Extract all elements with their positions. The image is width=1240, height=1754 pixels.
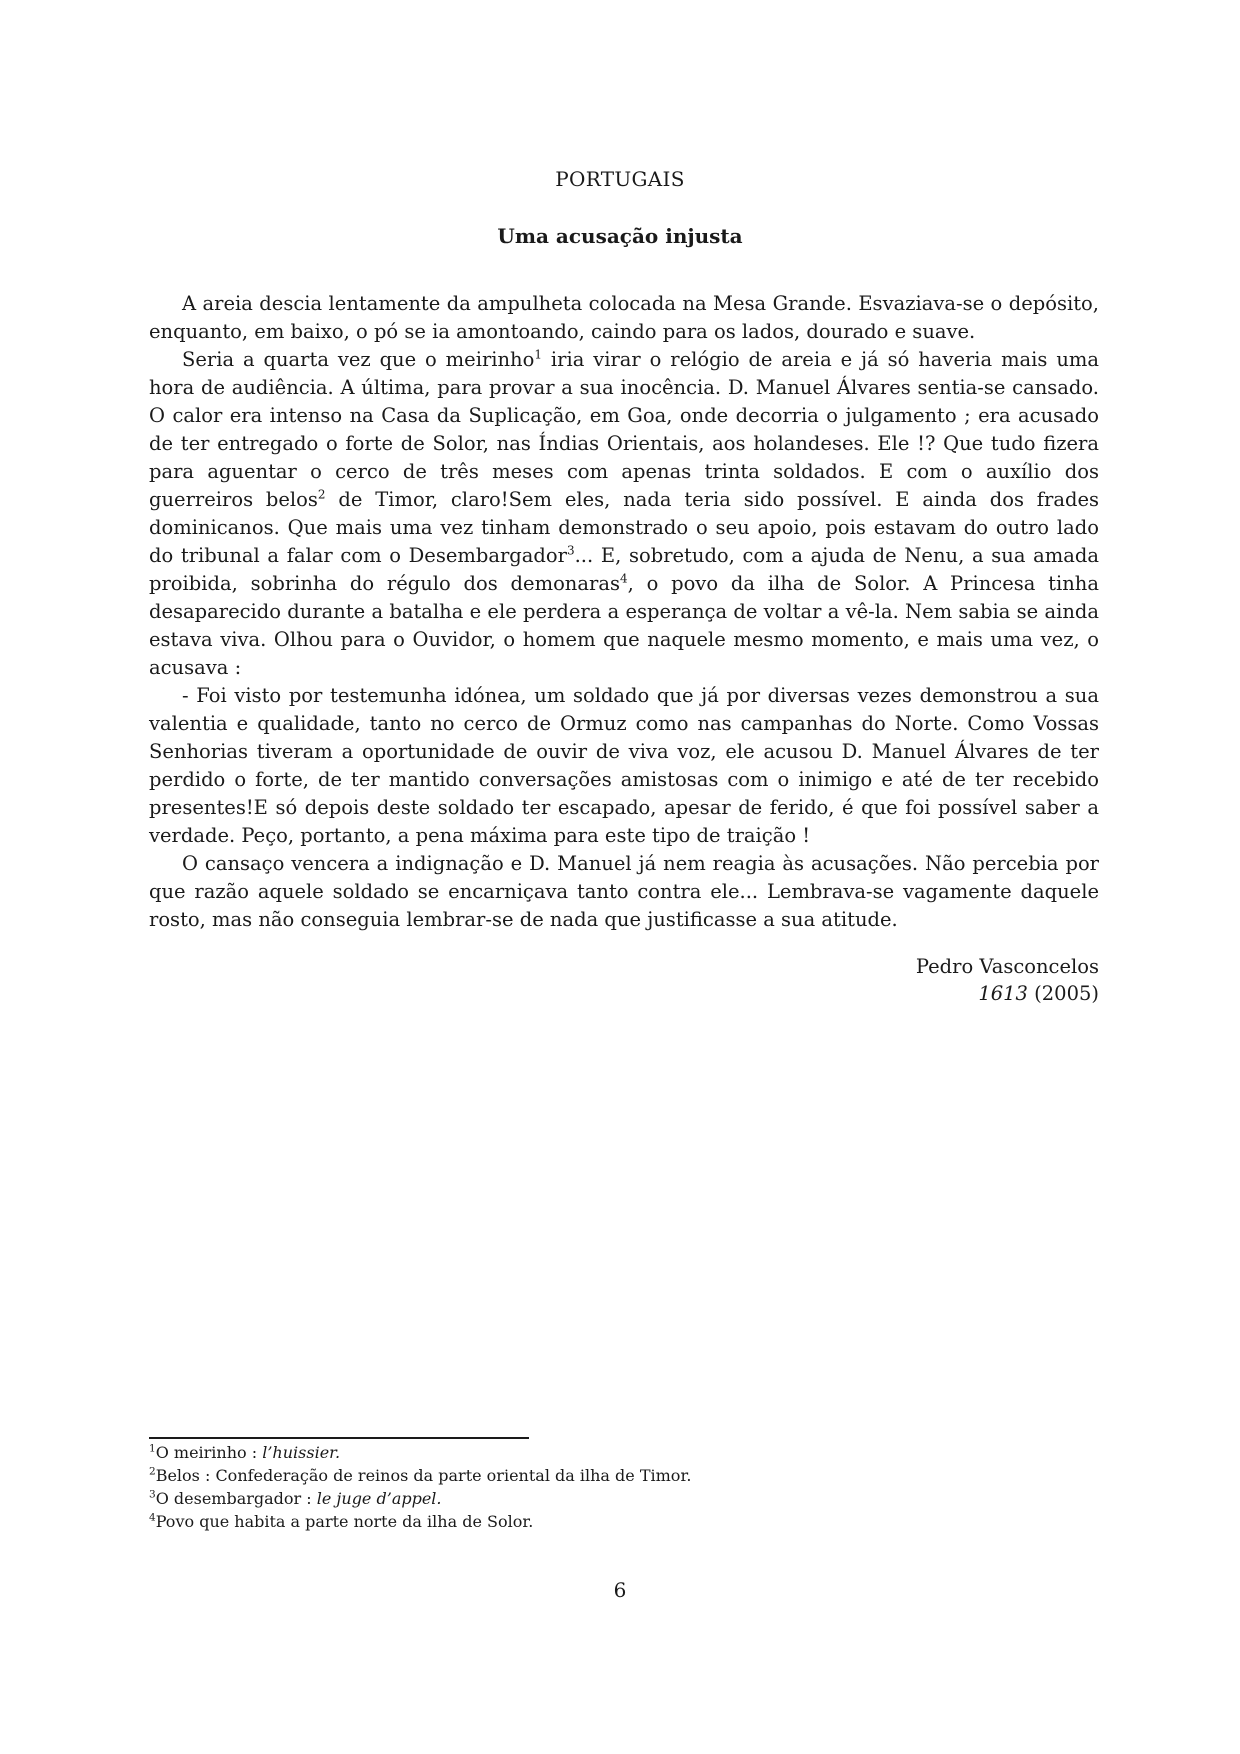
paragraph-1: A areia descia lentamente da ampulheta colocada na Mesa Grande. Esvaziava-se o depósito, enquanto, em baixo, o pó se ia amontoando, caindo para os lados, dourado e suave. <box>149 292 1099 343</box>
author-name: Pedro Vasconcelos <box>915 955 1099 978</box>
paragraph-2-part-c: de Timor, claro!Sem eles, nada teria sido possível. E ainda dos frades dominicanos. Que mais uma vez tinham demonstrado o seu apoio, pois estavam do outro lado do tribunal a falar com o Desembargador <box>149 488 1099 567</box>
footnote-1-mark: 1 <box>149 1442 156 1455</box>
signature-block <box>916 953 1099 1007</box>
footnote-marker-2[interactable]: 2 <box>317 487 326 502</box>
footnote-3-gloss: le juge d’appel. <box>316 1489 442 1508</box>
paragraph-3: - Foi visto por testemunha idónea, um soldado que já por diversas vezes demonstrou a sua valentia e qualidade, tanto no cerco de Ormuz como nas campanhas do Norte. Como Vossas Senhorias tiveram a oportunidade de ouvir de viva voz, ele acusou D. Manuel Álvares de ter perdido o forte, de ter mantido conversações amistosas com o inimigo e até de ter recebido presentes!E só depois deste soldado ter escapado, apesar de ferido, é que foi possível saber a verdade. Peço, portanto, a pena máxima para este tipo de traição ! <box>149 684 1099 847</box>
source-line <box>916 980 1099 1007</box>
footnote-marker-3[interactable]: 3 <box>566 543 575 558</box>
paragraph-2-part-b: iria virar o relógio de areia e já só haveria mais uma hora de audiência. A última, para provar a sua inocência. D. Manuel Álvares sentia-se cansado. O calor era intenso na Casa da Suplicação, em Goa, onde decorria o julgamento ; era acusado de ter entregado o forte de Solor, nas Índias Orientais, aos holandeses. Ele !? Que tudo fizera para aguentar o cerco de três meses com apenas trinta soldados. E com o auxílio dos guerreiros belos <box>149 348 1099 511</box>
publication-year: (2005) <box>1034 982 1099 1005</box>
paragraph-2-part-d: ... E, sobretudo, com a ajuda de Nenu, a sua amada proibida, sobrinha do régulo dos demonaras <box>149 544 1099 595</box>
footnote-1-text: O meirinho : <box>155 1443 263 1462</box>
paragraph-2-part-a: Seria a quarta vez que o meirinho <box>182 348 535 371</box>
footnote-2-text: Belos : Confederação de reinos da parte oriental da ilha de Timor. <box>155 1466 692 1485</box>
footnote-marker-4[interactable]: 4 <box>619 571 628 586</box>
work-title: 1613 <box>978 982 1028 1005</box>
footnotes <box>149 1441 1099 1533</box>
footnote-marker-1[interactable]: 1 <box>534 347 542 362</box>
footnote-1-gloss: l’huissier. <box>262 1443 341 1462</box>
language-heading: PORTUGAIS <box>555 167 685 191</box>
paragraph-4: O cansaço vencera a indignação e D. Manuel já nem reagia às acusações. Não percebia por que razão aquele soldado se encarniçava tanto contra ele... Lembrava-se vagamente daquele rosto, mas não conseguia lembrar-se de nada que justificasse a sua atitude. <box>149 852 1099 931</box>
footnote-separator <box>149 1437 529 1439</box>
main-text <box>149 290 1099 934</box>
footnote-3-text: O desembargador : <box>155 1489 317 1508</box>
paragraph-2-part-e: , o povo da ilha de Solor. A Princesa tinha desaparecido durante a batalha e ele perdera a esperança de voltar a vê-la. Nem sabia se ainda estava viva. Olhou para o Ouvidor, o homem que naquele mesmo momento, e mais uma vez, o acusava : <box>149 572 1099 679</box>
paragraph-2 <box>149 346 1099 682</box>
footnote-3-mark: 3 <box>149 1488 156 1501</box>
footnote-4-mark: 4 <box>149 1511 156 1524</box>
footnote-4-text: Povo que habita a parte norte da ilha de Solor. <box>155 1512 534 1531</box>
footnote-1 <box>149 1441 1099 1464</box>
footnote-3 <box>149 1487 1099 1510</box>
footnote-4 <box>149 1510 1099 1533</box>
footnote-2 <box>149 1464 1099 1487</box>
text-title: Uma acusação injusta <box>497 224 743 248</box>
footnote-2-mark: 2 <box>149 1465 156 1478</box>
page-number: 6 <box>613 1578 627 1602</box>
